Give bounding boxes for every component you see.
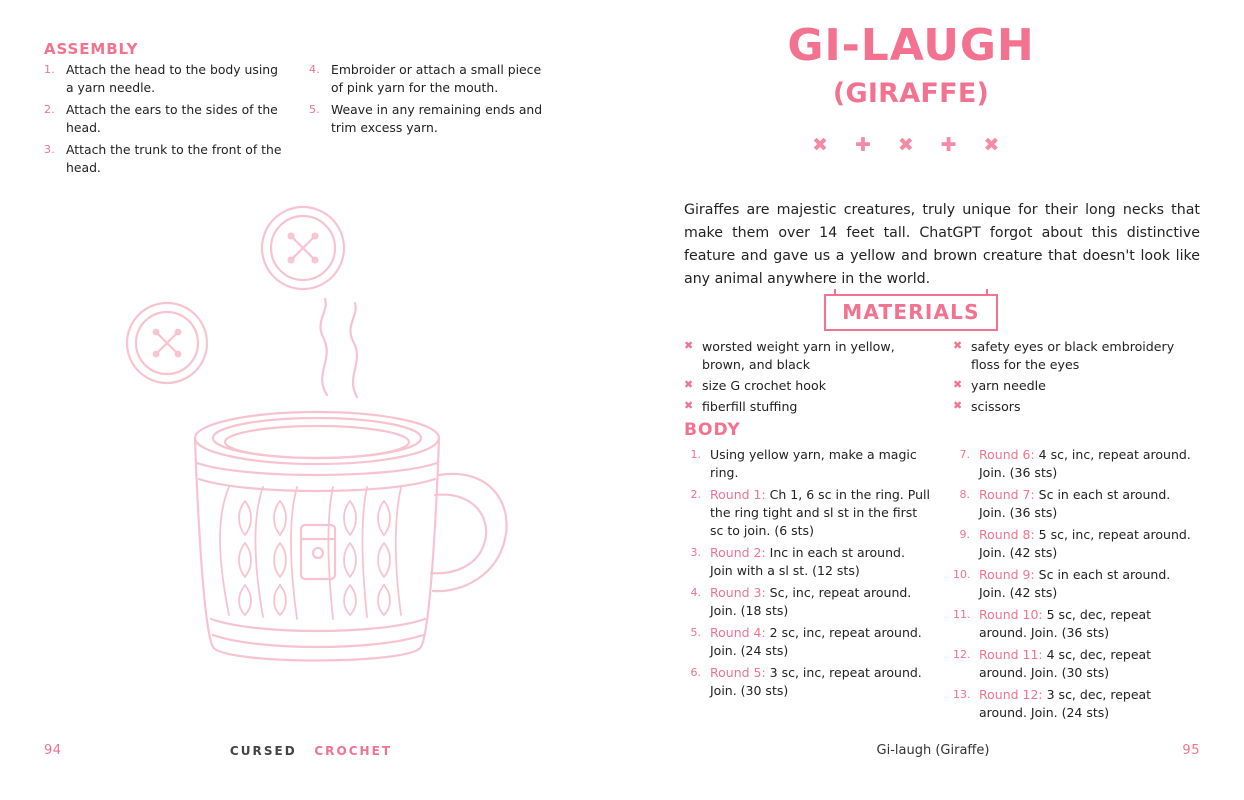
step-number: 12.	[953, 648, 971, 661]
body-list-1	[684, 446, 931, 700]
list-item	[953, 377, 1200, 395]
round-label: Round 11:	[979, 647, 1047, 662]
list-item	[953, 338, 1200, 374]
material-text: scissors	[971, 399, 1021, 415]
bullet-icon: ✖	[953, 339, 963, 352]
step-number: 6.	[690, 666, 701, 679]
bullet-icon: ✖	[953, 378, 963, 392]
step-text: Attach the head to the body using a yarn needle.	[66, 62, 279, 95]
list-item	[684, 486, 931, 540]
materials-banner	[622, 294, 1200, 331]
assembly-heading: ASSEMBLY	[44, 40, 139, 58]
list-item	[309, 61, 552, 97]
step-number: 10.	[953, 568, 971, 581]
round-text: Inc in each st around. Join with a sl st. (12 sts)	[710, 545, 905, 578]
step-number: 5.	[309, 102, 320, 116]
materials-list-1	[684, 338, 931, 417]
round-text: 3 sc, inc, repeat around. Join. (30 sts)	[710, 665, 922, 698]
round-label: Round 10:	[979, 607, 1047, 622]
round-label: Round 4:	[710, 625, 770, 640]
step-text: Embroider or attach a small piece of pink yarn for the mouth.	[331, 62, 542, 95]
body-column-1	[684, 446, 931, 726]
round-label: Round 5:	[710, 665, 770, 680]
body-list-2	[953, 446, 1200, 722]
round-label: Round 1:	[710, 487, 770, 502]
list-item	[44, 141, 287, 177]
material-text: size G crochet hook	[702, 378, 826, 394]
step-text: Weave in any remaining ends and trim excess yarn.	[331, 101, 543, 135]
list-item	[684, 338, 931, 374]
round-label: Round 6:	[979, 447, 1039, 462]
materials-heading: MATERIALS	[824, 294, 997, 331]
materials-list-2	[953, 338, 1200, 417]
step-number: 2.	[690, 488, 701, 501]
list-item	[684, 584, 931, 620]
step-number: 1.	[44, 63, 55, 76]
step-number: 3.	[44, 142, 55, 156]
round-text: 4 sc, dec, repeat around. Join. (30 sts)	[979, 647, 1152, 680]
round-label: Round 2:	[710, 545, 770, 560]
step-number: 1.	[690, 448, 701, 461]
list-item	[44, 101, 287, 137]
list-item	[684, 377, 931, 395]
material-text: worsted weight yarn in yellow, brown, and black	[702, 339, 895, 373]
page-number-right: 95	[1182, 743, 1200, 758]
step-number: 2.	[44, 102, 55, 116]
step-number: 4.	[309, 63, 320, 76]
materials-column-1	[684, 338, 931, 420]
list-item	[953, 446, 1200, 482]
round-text: Sc in each st around. Join. (42 sts)	[979, 567, 1171, 600]
book-title-footer	[0, 744, 622, 758]
step-number: 3.	[690, 546, 701, 559]
materials-columns	[684, 338, 1200, 420]
round-text: 5 sc, dec, repeat around. Join. (36 sts)	[979, 607, 1152, 640]
material-text: yarn needle	[971, 378, 1046, 394]
materials-column-2	[953, 338, 1200, 420]
material-text: safety eyes or black embroidery floss for the eyes	[971, 339, 1175, 373]
page-title: GI-LAUGH	[787, 20, 1035, 71]
list-item	[953, 566, 1200, 602]
step-number: 9.	[959, 528, 970, 541]
list-item	[953, 606, 1200, 642]
bullet-icon: ✖	[684, 339, 694, 352]
round-text: Sc, inc, repeat around. Join. (18 sts)	[710, 585, 912, 618]
step-number: 4.	[690, 586, 701, 599]
ornament-divider-icon: ✖ ✚ ✖ ✚ ✖	[812, 134, 1010, 156]
round-text: 5 sc, inc, repeat around. Join. (42 sts)	[979, 527, 1191, 560]
step-number: 7.	[959, 448, 970, 461]
list-item	[684, 624, 931, 660]
assembly-list-1	[44, 61, 287, 177]
list-item	[309, 101, 552, 137]
round-text: 4 sc, inc, repeat around. Join. (36 sts)	[979, 447, 1191, 480]
bullet-icon: ✖	[953, 399, 963, 413]
round-label: Round 8:	[979, 527, 1039, 542]
step-number: 5.	[690, 626, 701, 639]
round-label: Round 12:	[979, 687, 1047, 702]
list-item	[684, 446, 931, 482]
material-text: fiberfill stuffing	[702, 399, 798, 415]
list-item	[953, 646, 1200, 682]
list-item	[684, 664, 931, 700]
step-number: 13.	[953, 688, 971, 701]
list-item	[953, 686, 1200, 722]
bullet-icon: ✖	[684, 378, 694, 392]
body-column-2	[953, 446, 1200, 726]
bullet-icon: ✖	[684, 399, 694, 413]
step-number: 11.	[953, 608, 971, 621]
right-page	[622, 0, 1244, 800]
page-subtitle: (GIRAFFE)	[832, 78, 990, 109]
body-heading: BODY	[684, 420, 741, 440]
round-label: Round 3:	[710, 585, 770, 600]
step-text: Attach the trunk to the front of the head.	[66, 141, 282, 175]
assembly-columns	[44, 61, 552, 181]
book-title-plain: CURSED	[229, 744, 297, 758]
round-label: Round 7:	[979, 487, 1039, 502]
assembly-list-2	[309, 61, 552, 137]
list-item	[684, 544, 931, 580]
mug-illustration	[95, 195, 565, 685]
body-columns	[684, 446, 1200, 726]
step-text: Attach the ears to the sides of the head.	[66, 101, 278, 135]
step-number: 8.	[959, 488, 970, 501]
round-label: Round 9:	[979, 567, 1039, 582]
assembly-column-1	[44, 61, 287, 181]
page-number-left: 94	[44, 743, 62, 758]
list-item	[953, 526, 1200, 562]
chapter-footer-title: Gi-laugh (Giraffe)	[876, 743, 990, 758]
list-item	[953, 398, 1200, 416]
list-item	[684, 398, 931, 416]
round-text: 3 sc, dec, repeat around. Join. (24 sts)	[979, 687, 1152, 720]
book-title-accent: CROCHET	[314, 744, 393, 758]
round-text: Using yellow yarn, make a magic ring.	[710, 447, 917, 480]
intro-paragraph: Giraffes are majestic creatures, truly unique for their long necks that make them over 14 feet tall. ChatGPT forgot about this distinctive feature and gave us a yellow and brown creature that doesn't look like any animal anywhere in the world.	[684, 202, 1200, 288]
round-text: Sc in each st around. Join. (36 sts)	[979, 487, 1171, 520]
round-text: 2 sc, inc, repeat around. Join. (24 sts)	[710, 625, 922, 658]
assembly-column-2	[309, 61, 552, 181]
list-item	[953, 486, 1200, 522]
list-item	[44, 61, 287, 97]
round-text: Ch 1, 6 sc in the ring. Pull the ring tight and sl st in the first sc to join. (6 sts)	[710, 487, 930, 538]
